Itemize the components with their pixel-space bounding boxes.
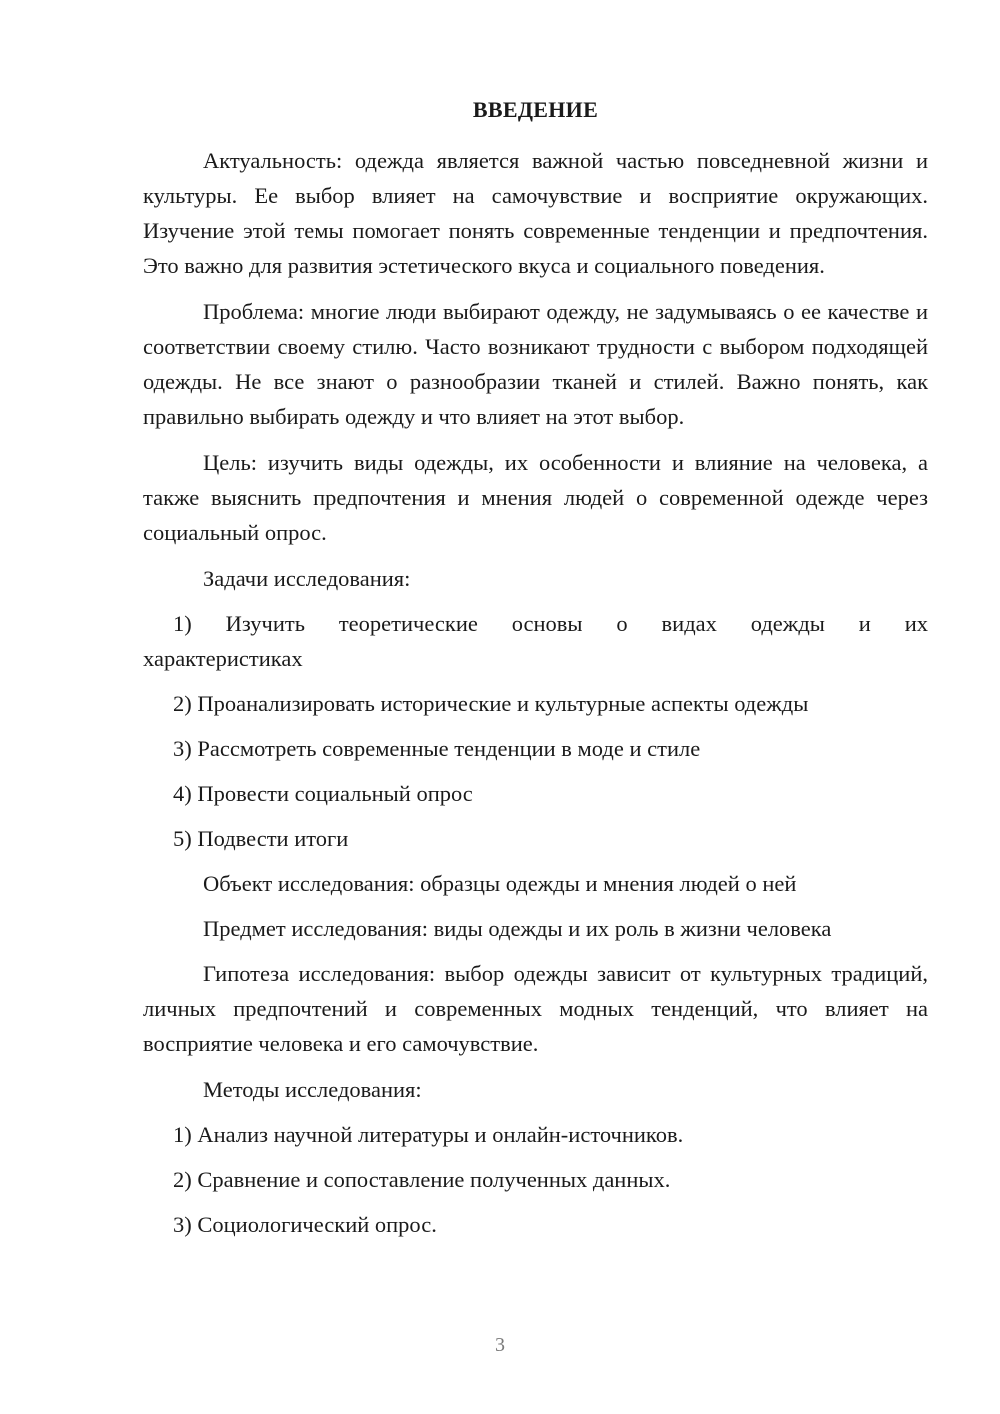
problem-paragraph: Проблема: многие люди выбирают одежду, не задумываясь о ее качестве и соответствии своему стилю. Часто возникают трудности с выбором подходящей одежды. Не все знают о разнообразии тканей и стилей. Важно понять, как правильно выбирать одежду и что влияет на этот выбор. — [143, 299, 928, 429]
tasks-list — [143, 606, 928, 856]
document-page — [143, 92, 928, 1252]
method-item-1: 1) Анализ научной литературы и онлайн-источников. — [173, 1122, 684, 1147]
task-item-5: 5) Подвести итоги — [173, 826, 349, 851]
relevance-paragraph: Актуальность: одежда является важной частью повседневной жизни и культуры. Ее выбор влияет на самочувствие и восприятие окружающих. Изучение этой темы помогает понять современные тенденции и предпочтения. Это важно для развития эстетического вкуса и социального поведения. — [143, 148, 928, 278]
methods-heading: Методы исследования: — [203, 1077, 422, 1102]
page-number: 3 — [495, 1334, 505, 1356]
method-item-3: 3) Социологический опрос. — [173, 1212, 437, 1237]
goal-paragraph: Цель: изучить виды одежды, их особенности и влияние на человека, а также выяснить предпочтения и мнения людей о современной одежде через социальный опрос. — [143, 450, 928, 545]
methods-list — [143, 1117, 928, 1242]
hypothesis-paragraph: Гипотеза исследования: выбор одежды зависит от культурных традиций, личных предпочтений и современных модных тенденций, что влияет на восприятие человека и его самочувствие. — [143, 961, 928, 1056]
page-title: ВВЕДЕНИЕ — [472, 97, 599, 122]
task-item-1-line-1: 1) Изучить теоретические основы о видах одежды и их — [173, 611, 928, 636]
object-line: Объект исследования: образцы одежды и мнения людей о ней — [203, 871, 797, 896]
task-item-4: 4) Провести социальный опрос — [173, 781, 473, 806]
method-item-2: 2) Сравнение и сопоставление полученных данных. — [173, 1167, 671, 1192]
tasks-heading: Задачи исследования: — [203, 566, 411, 591]
subject-line: Предмет исследования: виды одежды и их роль в жизни человека — [203, 916, 832, 941]
task-item-1-line-2: характеристиках — [143, 646, 303, 671]
task-item-2: 2) Проанализировать исторические и культурные аспекты одежды — [173, 691, 809, 716]
task-item-3: 3) Рассмотреть современные тенденции в моде и стиле — [173, 736, 701, 761]
